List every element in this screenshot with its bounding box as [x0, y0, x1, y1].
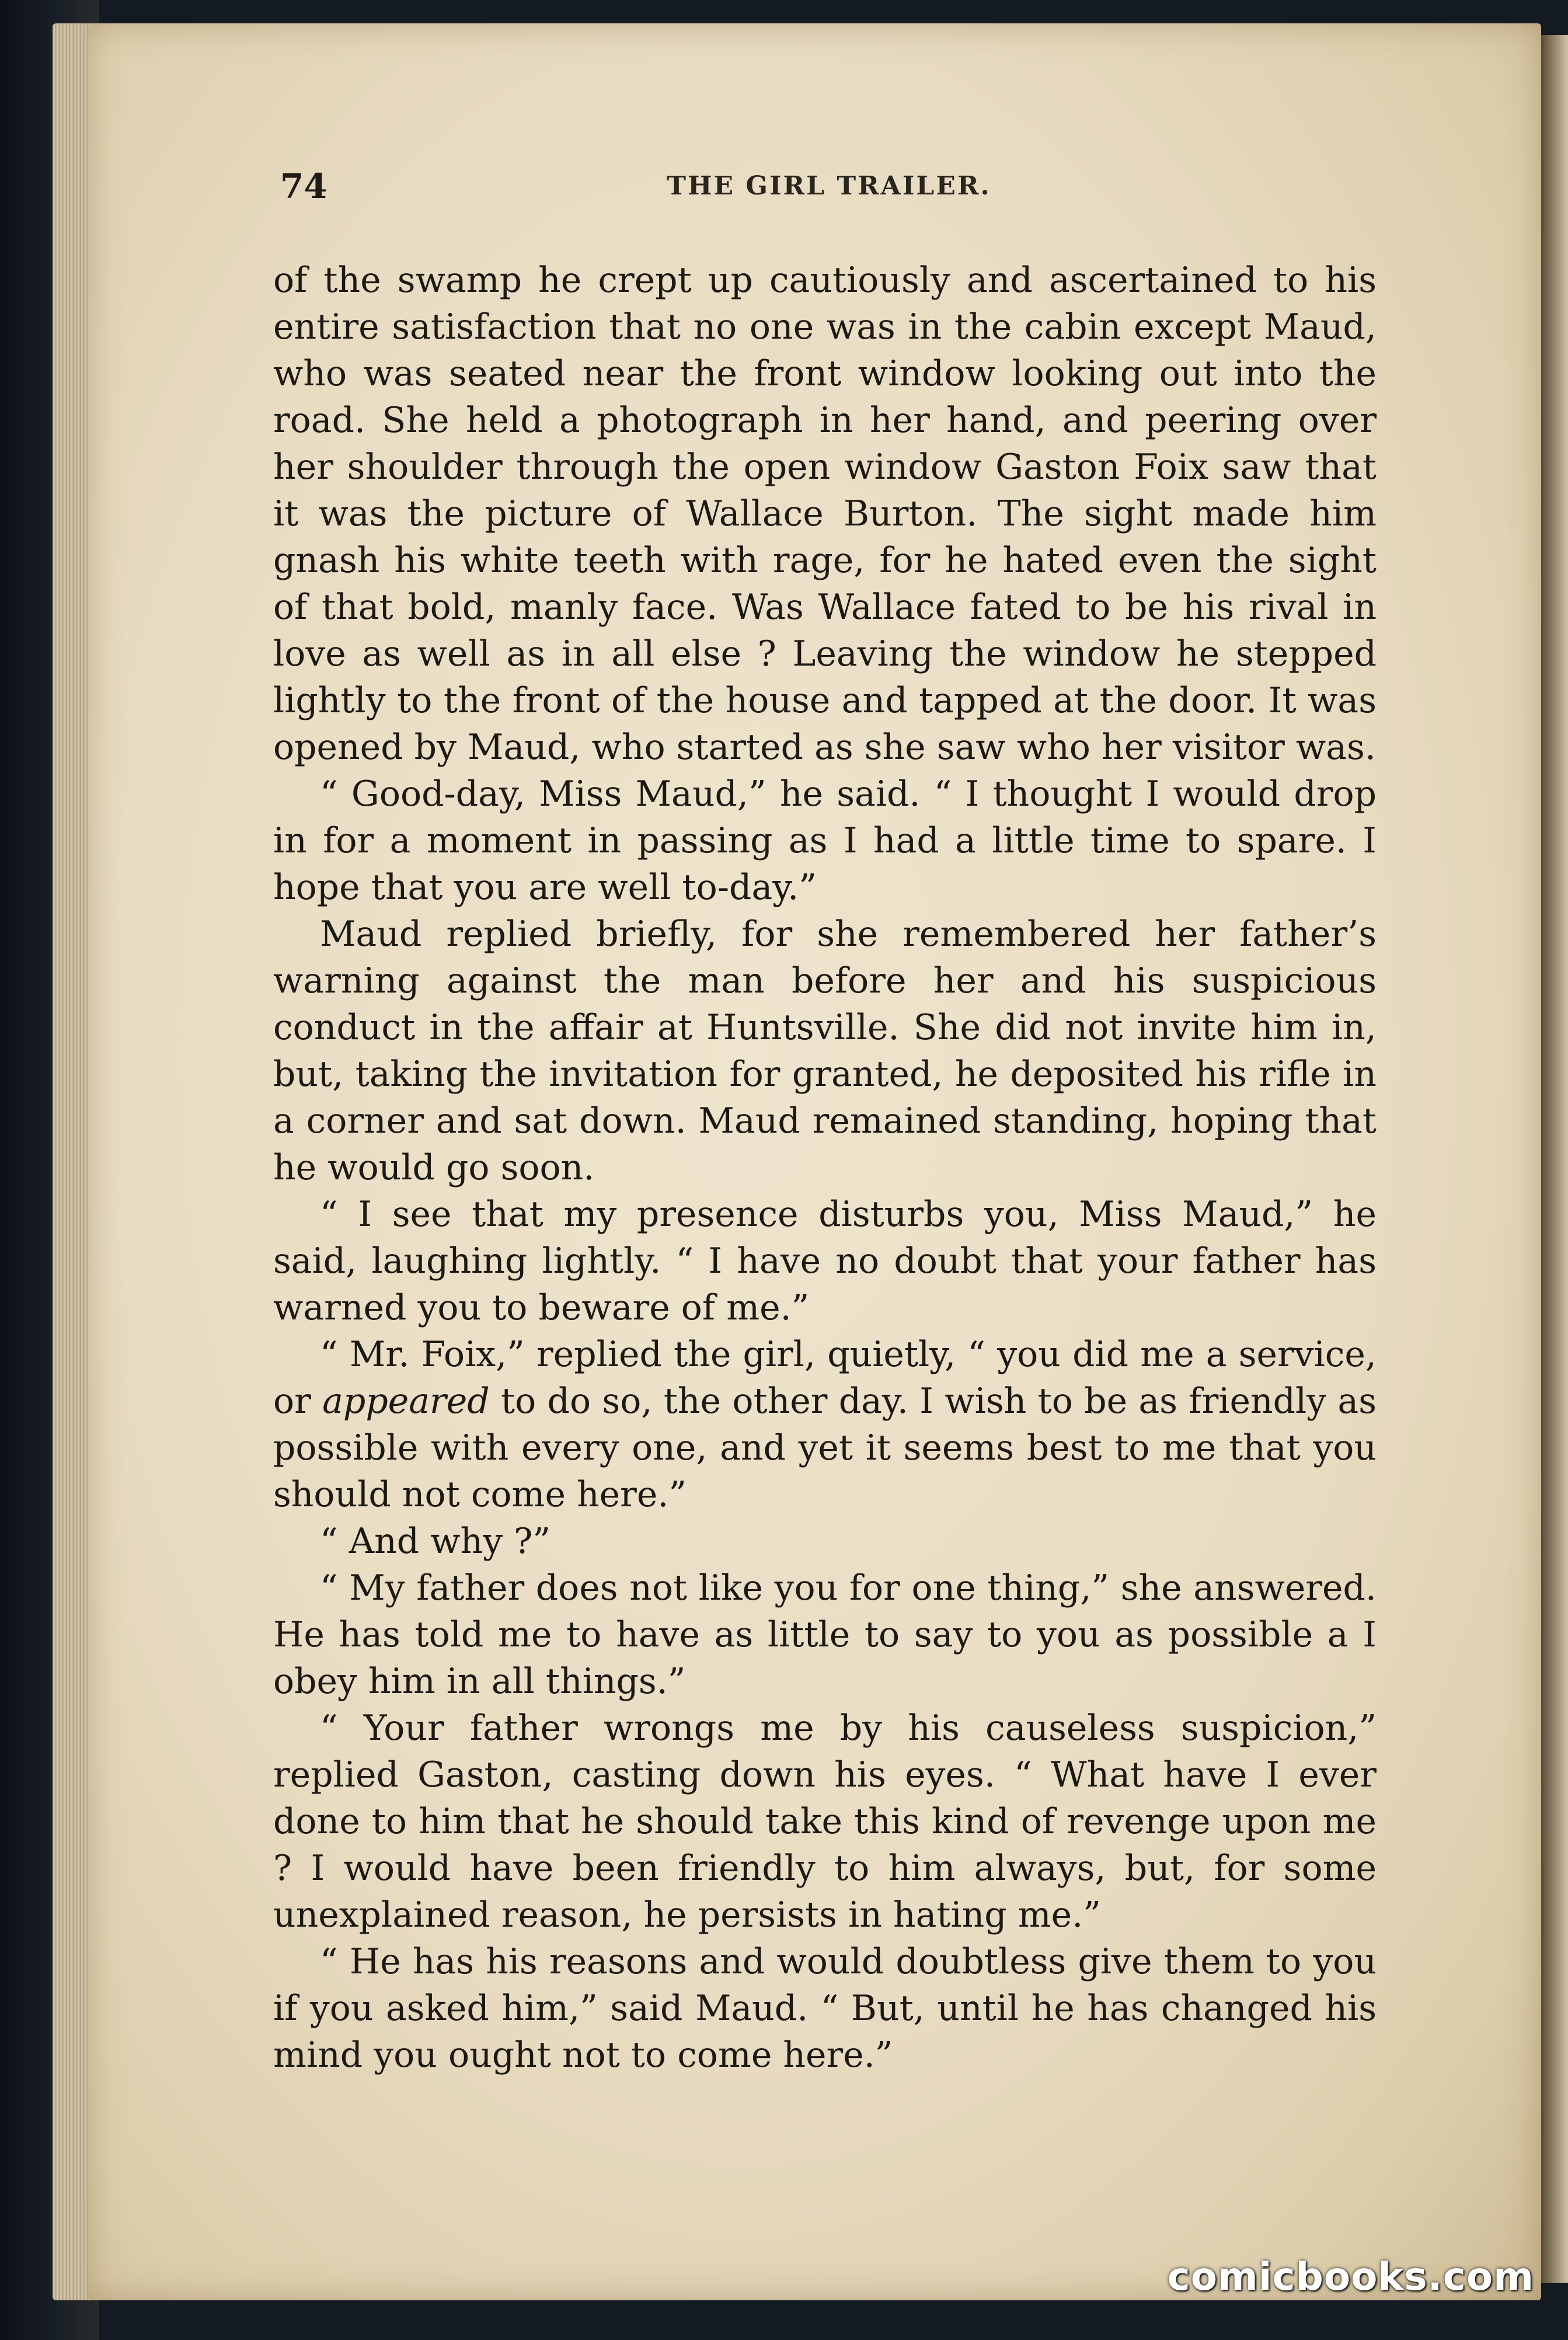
page-header — [280, 166, 1378, 213]
site-watermark: comicbooks.com — [1167, 2254, 1534, 2299]
paragraph-text: to do so, the other day. I wish to be as friendly as possible with every one, and yet it seems best to me that you should not come here.” — [273, 1381, 1377, 1515]
paragraph-text: “ Mr. Foix,” replied the girl, quietly, “ you did me a service, or — [273, 1334, 1377, 1422]
paragraph: “ I see that my presence disturbs you, Miss Maud,” he said, laughing lightly. “ I have no doubt that your father has warned you to beware of me.” — [273, 1194, 1377, 1328]
paragraph: “ Good-day, Miss Maud,” he said. “ I thought I would drop in for a moment in passing as I had a little time to spare. I hope that you are well to-day.” — [273, 774, 1377, 908]
body-text — [273, 257, 1377, 2078]
paragraph: “ Your father wrongs me by his causeless suspicion,” replied Gaston, casting down his eyes. “ What have I ever done to him that he should take this kind of revenge upon me ? I would have been friendly to him always, but, for some unexplained reason, he persists in hating me.” — [273, 1708, 1377, 1935]
paragraph: Maud replied briefly, for she remembered her father’s warning against the man before her and his suspicious conduct in the affair at Huntsville. She did not invite him in, but, taking the invitation for granted, he deposited his rifle in a corner and sat down. Maud remained standing, hoping that he would go soon. — [273, 914, 1377, 1188]
paragraph — [273, 1331, 1377, 1518]
paragraph: “ And why ?” — [320, 1521, 551, 1562]
emphasized-word: appeared — [322, 1381, 490, 1422]
page-number: 74 — [280, 166, 327, 206]
paragraph: “ My father does not like you for one thing,” she answered. He has told me to have as little to say to you as possible a I obey him in all things.” — [273, 1568, 1377, 1702]
paragraph: “ He has his reasons and would doubtless give them to you if you asked him,” said Maud. “ But, until he has changed his mind you ought not to come here.” — [273, 1941, 1377, 2076]
paragraph: of the swamp he crept up cautiously and ascertained to his entire satisfaction that no one was in the cabin except Maud, who was seated near the front window looking out into the road. She held a photograph in her hand, and peering over her shoulder through the open window Gaston Foix saw that it was the picture of Wallace Burton. The sight made him gnash his white teeth with rage, for he hated even the sight of that bold, manly face. Was Wallace fated to be his rival in love as well as in all else ? Leaving the window he stepped lightly to the front of the house and tapped at the door. It was opened by Maud, who started as she saw who her visitor was. — [273, 260, 1377, 768]
running-title: THE GIRL TRAILER. — [667, 171, 991, 201]
